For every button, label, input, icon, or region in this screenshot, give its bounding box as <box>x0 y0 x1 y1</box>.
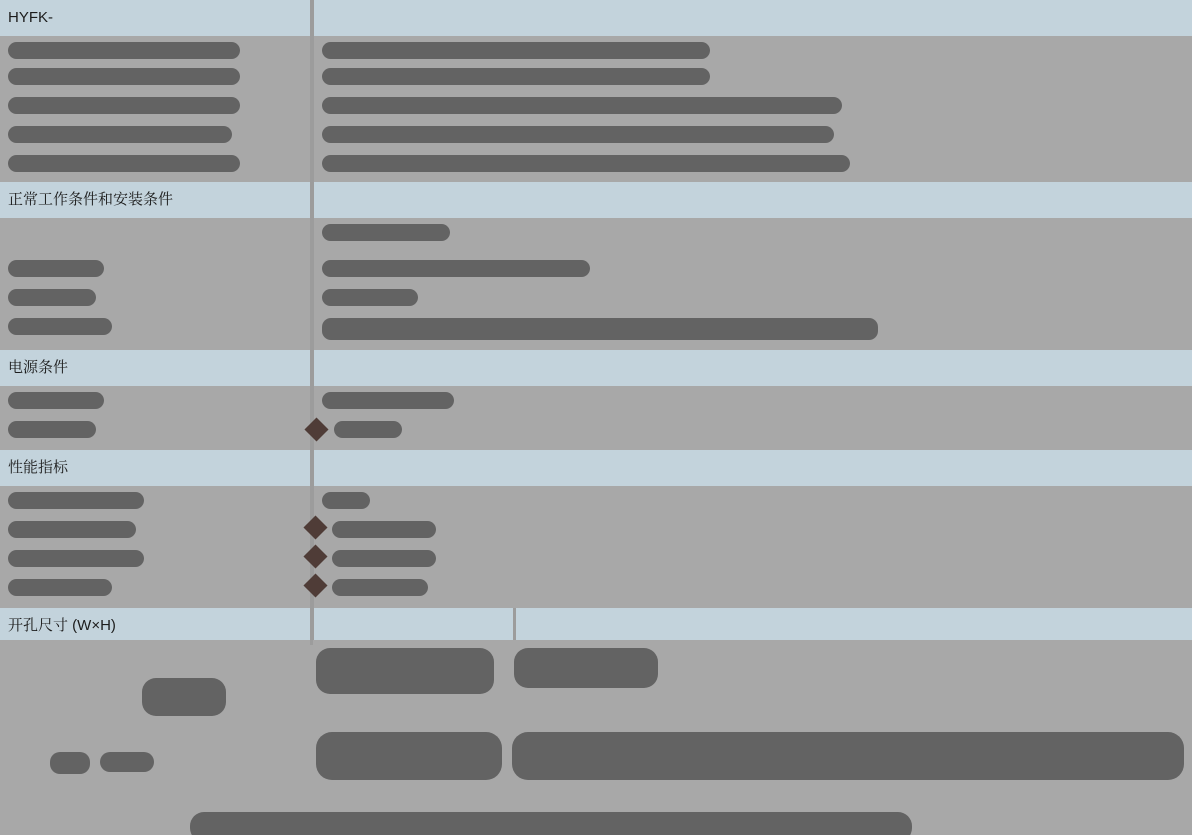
row-label-cell <box>0 283 310 312</box>
table-row <box>0 120 1192 149</box>
row-label-cell <box>0 486 310 515</box>
section-label: HYFK- <box>0 0 310 36</box>
redacted-text <box>8 550 144 567</box>
redacted-block <box>142 678 226 716</box>
redacted-text <box>322 68 710 85</box>
section-label: 开孔尺寸 (W×H) <box>0 608 310 644</box>
section-label: 电源条件 <box>0 350 310 386</box>
redacted-block <box>190 812 912 835</box>
redacted-text <box>332 550 436 567</box>
redacted-text <box>334 421 402 438</box>
table-row <box>0 515 1192 544</box>
row-value-cell <box>314 486 1192 515</box>
row-value-cell <box>314 149 1192 182</box>
row-value-cell <box>314 91 1192 120</box>
redacted-text <box>322 289 418 306</box>
row-value-cell <box>314 515 1192 544</box>
section-header-cell-right <box>514 608 1192 644</box>
page-right-margin <box>1192 0 1200 835</box>
redacted-text <box>322 97 842 114</box>
redacted-text <box>8 318 112 335</box>
redacted-text <box>322 42 710 59</box>
redacted-block <box>512 732 1184 780</box>
redacted-text <box>8 97 240 114</box>
row-label-cell <box>0 254 310 283</box>
row-value-cell <box>314 254 1192 283</box>
redacted-text <box>322 392 454 409</box>
row-value-cell <box>314 415 1192 450</box>
row-label-cell <box>0 120 310 149</box>
row-label-cell <box>0 312 310 350</box>
redacted-text <box>8 579 112 596</box>
redacted-text <box>8 521 136 538</box>
row-label-cell <box>0 515 310 544</box>
row-value-cell <box>314 386 1192 415</box>
redacted-block <box>316 732 502 780</box>
redacted-text <box>8 421 96 438</box>
redacted-block <box>50 752 90 774</box>
table-row <box>0 36 1192 91</box>
redacted-text <box>322 492 370 509</box>
section-header-cell-mid <box>314 608 514 644</box>
section-header-performance <box>0 450 1192 486</box>
redacted-block <box>100 752 154 772</box>
table-row <box>0 544 1192 573</box>
redacted-text <box>8 392 104 409</box>
section-header-power-conditions <box>0 350 1192 386</box>
redacted-text <box>322 126 834 143</box>
column-divider <box>310 640 313 645</box>
cutout-diagram-area <box>0 640 1192 835</box>
redacted-text <box>322 260 590 277</box>
section-header-working-conditions <box>0 182 1192 218</box>
row-label-cell <box>0 218 310 254</box>
redacted-text <box>8 155 240 172</box>
section-header-model <box>0 0 1192 36</box>
row-value-cell <box>314 36 1192 91</box>
row-value-cell <box>314 573 1192 608</box>
table-row <box>0 386 1192 415</box>
redacted-text <box>322 224 450 241</box>
section-header-filler <box>314 450 1192 486</box>
section-header-filler <box>314 350 1192 386</box>
table-row <box>0 573 1192 608</box>
redacted-text <box>8 260 104 277</box>
redacted-block <box>514 648 658 688</box>
redacted-text <box>8 492 144 509</box>
redacted-text <box>332 579 428 596</box>
table-row <box>0 218 1192 254</box>
row-label-cell <box>0 386 310 415</box>
row-label-cell <box>0 91 310 120</box>
table-row <box>0 415 1192 450</box>
section-label: 正常工作条件和安装条件 <box>0 182 310 218</box>
table-row <box>0 91 1192 120</box>
redacted-text <box>8 126 232 143</box>
table-row <box>0 283 1192 312</box>
redacted-block <box>316 648 494 694</box>
section-label: 性能指标 <box>0 450 310 486</box>
table-row <box>0 486 1192 515</box>
row-value-cell <box>314 283 1192 312</box>
table-row <box>0 312 1192 350</box>
redacted-text <box>322 318 878 340</box>
redacted-text <box>8 289 96 306</box>
row-label-cell <box>0 36 310 91</box>
row-label-cell <box>0 573 310 608</box>
section-header-cutout <box>0 608 1192 644</box>
row-label-cell <box>0 415 310 450</box>
section-header-filler <box>314 182 1192 218</box>
row-value-cell <box>314 120 1192 149</box>
redacted-text <box>8 42 240 59</box>
row-label-cell <box>0 544 310 573</box>
row-value-cell <box>314 312 1192 350</box>
table-row <box>0 254 1192 283</box>
row-value-cell <box>314 218 1192 254</box>
table-row <box>0 149 1192 182</box>
redacted-text <box>322 155 850 172</box>
row-value-cell <box>314 544 1192 573</box>
redacted-text <box>8 68 240 85</box>
row-label-cell <box>0 149 310 182</box>
redacted-text <box>332 521 436 538</box>
section-header-filler <box>314 0 1192 36</box>
